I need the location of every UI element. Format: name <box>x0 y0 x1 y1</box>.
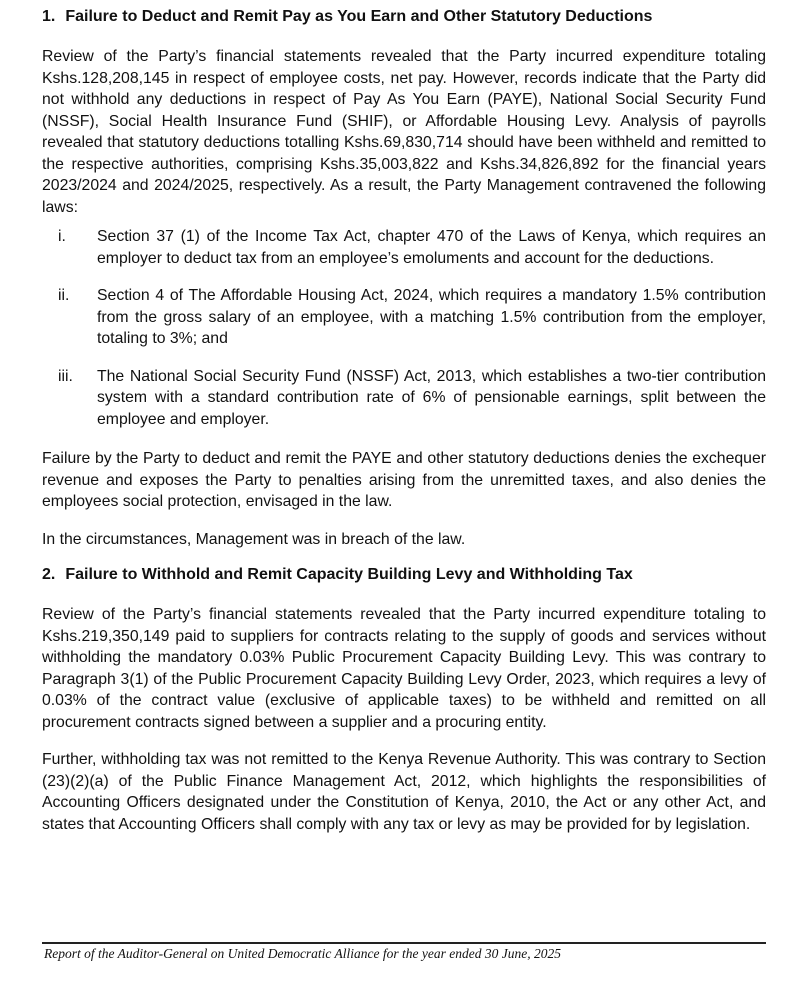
list-item-text: Section 4 of The Affordable Housing Act, 2024, which requires a mandatory 1.5% contribution from the gross salary of an employee, with a matching 1.5% contribution from the employer, totaling to 3%; and <box>97 287 766 347</box>
footer-divider <box>42 942 766 944</box>
section-2-number: 2. <box>42 566 56 583</box>
section-2-paragraph-1: Review of the Party’s financial statements revealed that the Party incurred expenditure totaling to Kshs.219,350,149 paid to suppliers for contracts relating to the supply of goods and services without withholding the mandatory 0.03% Public Procurement Capacity Building Levy. This was contrary to Paragraph 3(1) of the Public Procurement Capacity Building Levy Order, 2023, which requires a levy of 0.03% of the contract value (exclusive of applicable taxes) to be withheld and remitted on all procurement contracts signed between a supplier and a procuring entity. <box>42 606 766 731</box>
section-2-paragraph-2: Further, withholding tax was not remitted to the Kenya Revenue Authority. This was contrary to Section (23)(2)(a) of the Public Finance Management Act, 2012, which highlights the responsibilities of Accounting Officers designated under the Constitution of Kenya, 2010, the Act or any other Act, and states that Accounting Officers shall comply with any tax or levy as may be provided for by legislation. <box>42 751 766 833</box>
section-1-heading <box>42 6 766 28</box>
list-item-text: The National Social Security Fund (NSSF) Act, 2013, which establishes a two-tier contribution system with a standard contribution rate of 6% of pensionable earnings, split between the employee and employer. <box>97 367 766 428</box>
section-1-number: 1. <box>42 8 56 25</box>
list-item-text: Section 37 (1) of the Income Tax Act, chapter 470 of the Laws of Kenya, which requires an employer to deduct tax from an employee’s emoluments and account for the deductions. <box>97 228 766 267</box>
list-item <box>42 366 766 431</box>
section-2-heading <box>42 564 766 586</box>
section-1-paragraph-3: In the circumstances, Management was in breach of the law. <box>42 530 466 548</box>
section-1-paragraph-2: Failure by the Party to deduct and remit the PAYE and other statutory deductions denies the exchequer revenue and exposes the Party to penalties arising from the unremitted taxes, and also denies the employees social protection, envisaged in the law. <box>42 450 766 510</box>
list-marker: iii. <box>58 367 73 385</box>
page-footer: Report of the Auditor-General on United Democratic Alliance for the year ended 30 June, 2025 <box>44 946 561 961</box>
list-marker: ii. <box>58 287 70 304</box>
section-1-paragraph-1: Review of the Party’s financial statements revealed that the Party incurred expenditure totaling Kshs.128,208,145 in respect of employee costs, net pay. However, records indicate that the Party did not withhold any deductions in respect of Pay As You Earn (PAYE), National Social Security Fund (NSSF), Social Health Insurance Fund (SHIF), or Affordable Housing Levy. Analysis of payrolls revealed that statutory deductions totalling Kshs.69,830,714 should have been withheld and remitted to the respective authorities, comprising Kshs.35,003,822 and Kshs.34,826,892 for the financial years 2023/2024 and 2024/2025, respectively. As a result, the Party Management contravened the following laws: <box>42 48 766 216</box>
section-1-title: Failure to Deduct and Remit Pay as You Earn and Other Statutory Deductions <box>65 8 653 25</box>
document-page <box>42 6 766 835</box>
list-marker: i. <box>58 228 66 245</box>
section-2-title: Failure to Withhold and Remit Capacity Building Levy and Withholding Tax <box>65 566 633 583</box>
laws-list <box>42 226 766 430</box>
list-item <box>42 285 766 350</box>
list-item <box>42 226 766 269</box>
